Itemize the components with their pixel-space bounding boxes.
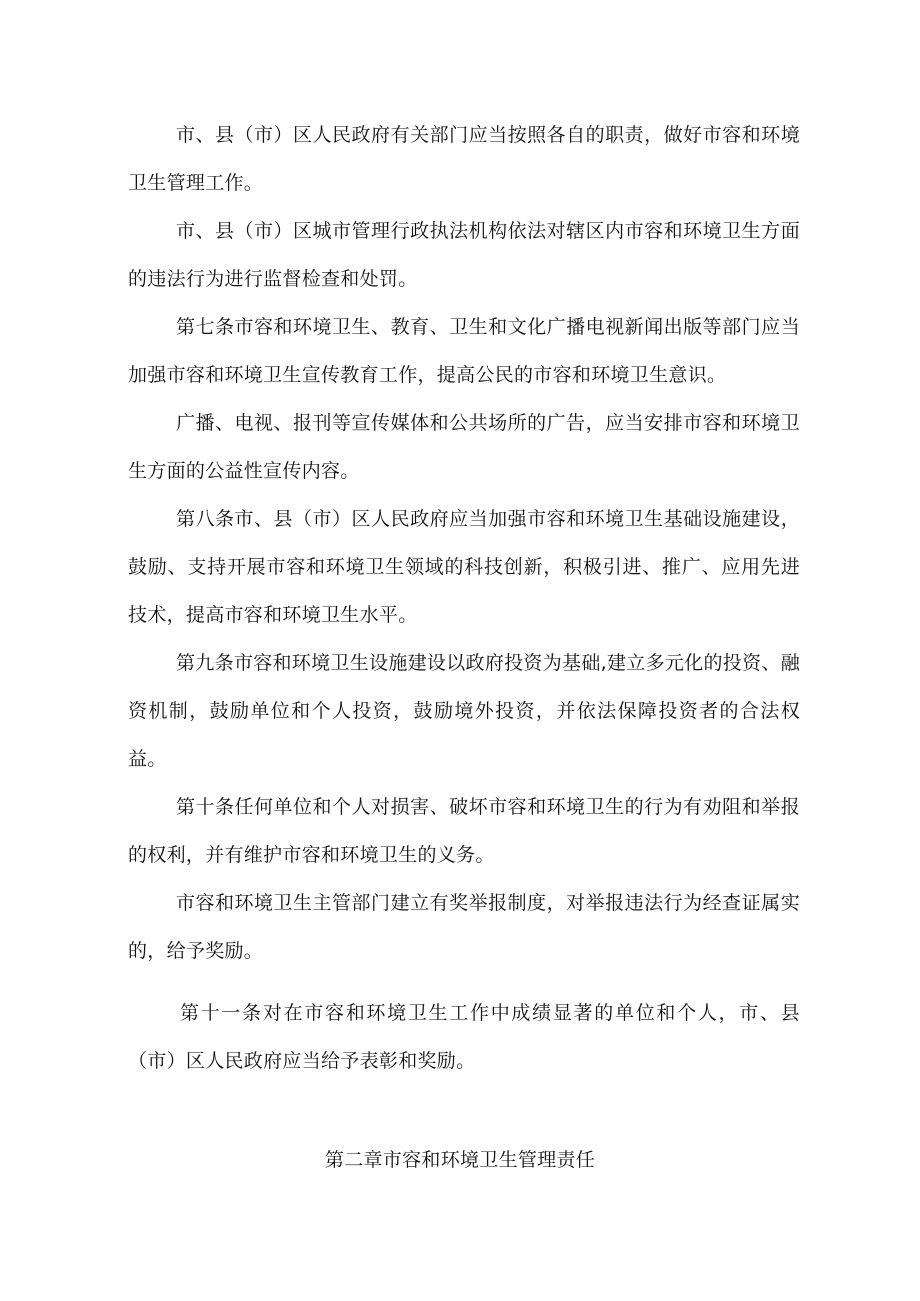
paragraph-8: 市容和环境卫生主管部门建立有奖举报制度，对举报违法行为经查证属实的，给予奖励。	[128, 892, 800, 962]
paragraph-article-11: 第十一条对在市容和环境卫生工作中成绩显著的单位和个人，市、县（市）区人民政府应当给予表彰和奖励。	[128, 1002, 800, 1072]
chapter-heading: 第二章市容和环境卫生管理责任	[324, 1149, 596, 1171]
paragraph-article-9: 第九条市容和环境卫生设施建设以政府投资为基础,建立多元化的投资、融资机制，鼓励单位和个人投资，鼓励境外投资，并依法保障投资者的合法权益。	[128, 652, 800, 770]
paragraph-1: 市、县（市）区人民政府有关部门应当按照各自的职责，做好市容和环境卫生管理工作。	[128, 124, 800, 194]
paragraph-article-7: 第七条市容和环境卫生、教育、卫生和文化广播电视新闻出版等部门应当加强市容和环境卫生宣传教育工作，提高公民的市容和环境卫生意识。	[128, 316, 800, 386]
paragraph-article-10: 第十条任何单位和个人对损害、破坏市容和环境卫生的行为有劝阻和举报的权利，并有维护市容和环境卫生的义务。	[128, 796, 800, 866]
paragraph-4: 广播、电视、报刊等宣传媒体和公共场所的广告，应当安排市容和环境卫生方面的公益性宣传内容。	[128, 412, 800, 482]
paragraph-2: 市、县（市）区城市管理行政执法机构依法对辖区内市容和环境卫生方面的违法行为进行监督检查和处罚。	[128, 220, 800, 290]
paragraph-article-8: 第八条市、县（市）区人民政府应当加强市容和环境卫生基础设施建设，鼓励、支持开展市容和环境卫生领域的科技创新，积极引进、推广、应用先进技术，提高市容和环境卫生水平。	[128, 508, 800, 626]
